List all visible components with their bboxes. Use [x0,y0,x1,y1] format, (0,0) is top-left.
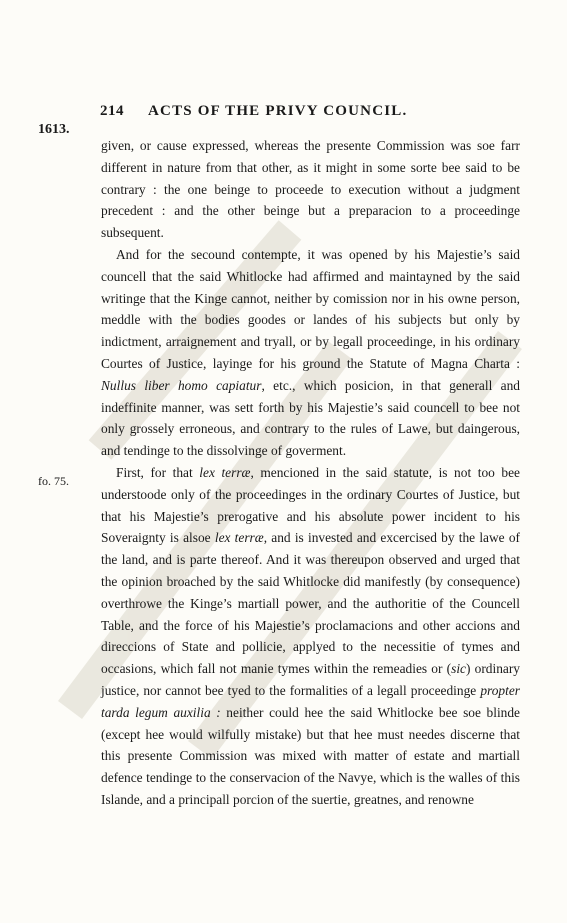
text-run: First, for that [116,464,200,480]
paragraph [101,462,520,811]
paragraph [101,135,520,244]
text-run: , etc., which posicion, in that generall and indeffinite manner, was sett forth by his Majestie’s said councell to bee not only grossely erroneous, and contrary to the rules of Lawe, but daingerous, and tendinge to the dissolvinge of goverment. [101,377,520,459]
text-run: And for the secound contempte, it was opened by his Majestie’s said councell that the said Whitlocke had affirmed and maintayned by the said writinge that the Kinge cannot, neither by comission nor in his owne person, meddle with the bodies goodes or landes of his subjects but only by indictment, arraignement and tryall, or by legall proceedinge, in his ordinary Courtes of Justice, layinge for his ground the Statute of Magna Charta : [101,246,520,371]
italic-phrase: sic [451,661,466,677]
italic-phrase: lex terræ [199,464,251,480]
italic-phrase: propter tarda legum auxilia : [101,682,520,720]
text-run: given, or cause expressed, whereas the presente Commission was soe farr different in nature from that other, as it might in some sorte bee said to be contrary : the one beinge to proceede to execution without a judgment precedent : and the other beinge but a preparacion to a proceedinge subsequent. [101,138,520,241]
margin-folio-reference: fo. 75. [38,474,69,488]
text-run: ) ordinary justice, nor cannot bee tyed to the formalities of a legall proceedinge [101,661,520,698]
body-text [101,135,520,811]
paragraph [101,244,520,462]
italic-phrase: lex terræ [214,530,264,546]
margin-year: 1613. [38,122,70,137]
text-run: , and is invested and excercised by the lawe of the land, and is parte thereof. And it was thereupon observed and urged that the opinion broached by the said Whitlocke did manifestly (by consequence) overthrowe the Kinge’s martiall power, and the authoritie of the Councell Table, and the force of his Majestie’s proclamacions and other accions and direccions of State and pollicie, applyed to the necessitie of tymes and occasions, which fall not manie tymes within the remeadies or ( [101,530,520,677]
text-run: neither could hee the said Whitlocke bee soe blinde (except hee would wilfully mistake) but that hee must needes discerne that this presente Commission was mixed with matter of estate and martiall defence tendinge to the conservacion of the Navye, which is the walles of this Islande, and a principall porcion of the suertie, greatnes, and renowne [101,704,520,807]
running-title: ACTS OF THE PRIVY COUNCIL. [148,103,408,119]
text-run: , mencioned in the said statute, is not too bee understoode only of the proceedinges in the ordinary Courtes of Justice, but that his Majestie’s prerogative and his absolute power incident to his Soveraignty is alsoe [101,464,520,546]
page-number: 214 [100,103,124,119]
italic-phrase: Nullus liber homo capiatur [101,377,262,393]
